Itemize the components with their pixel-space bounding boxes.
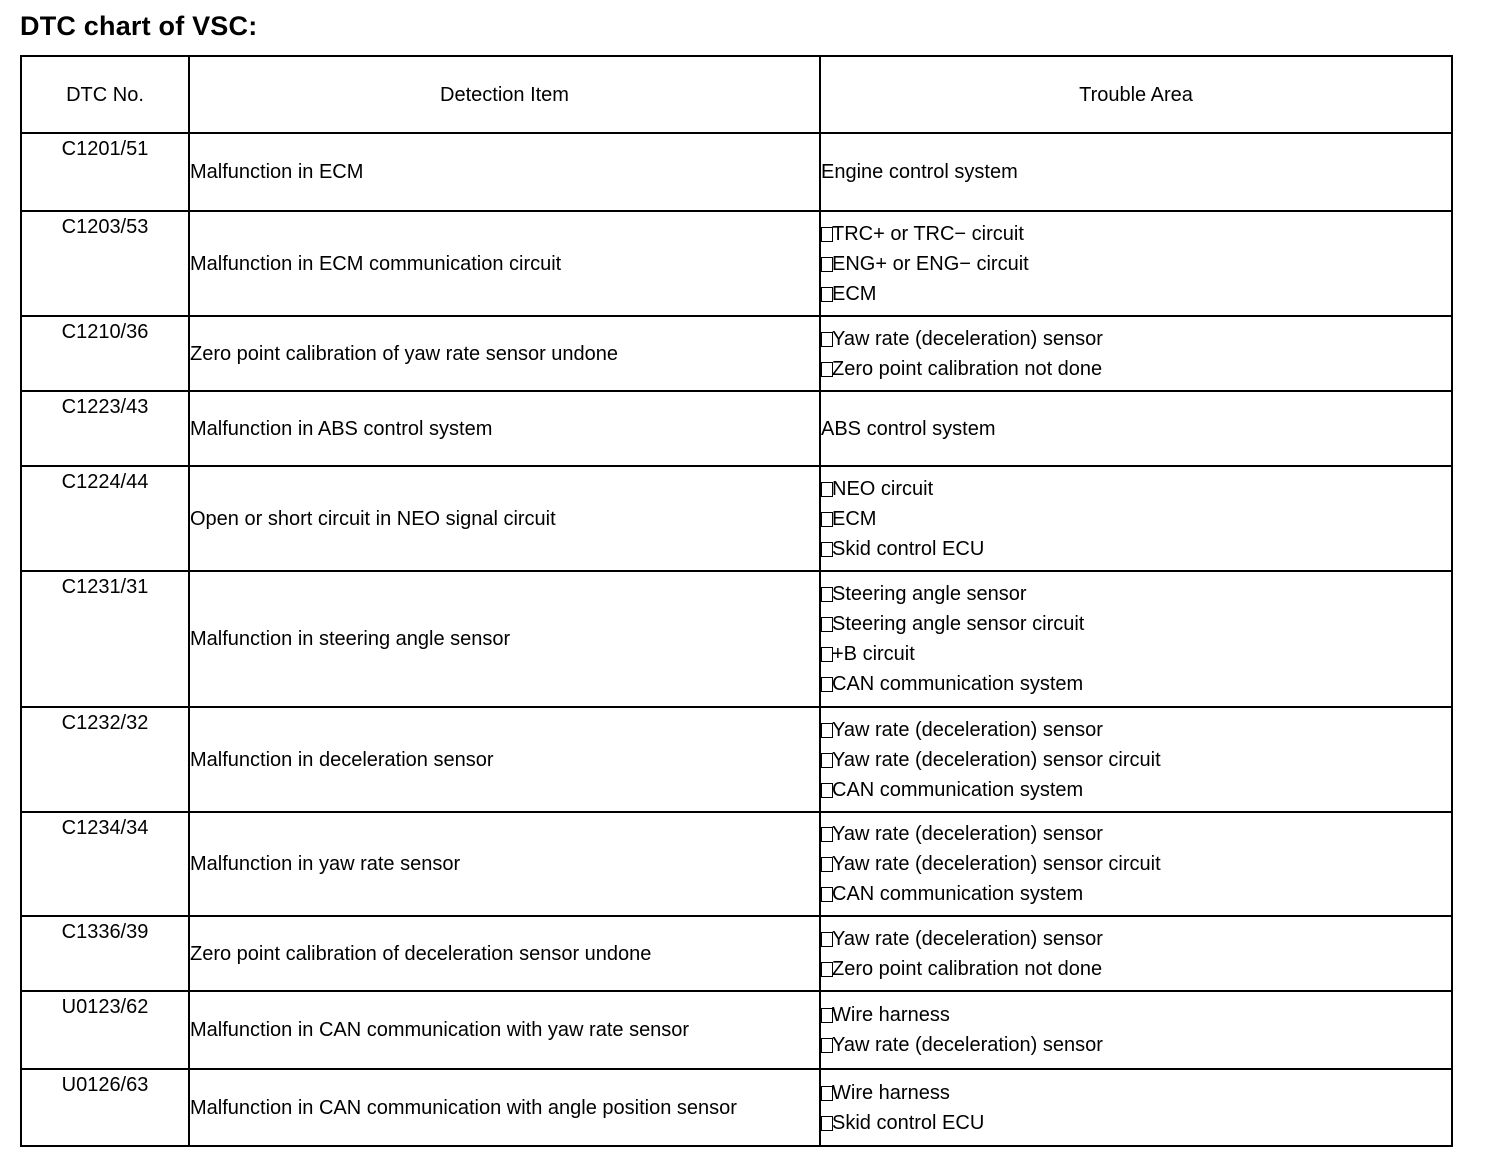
dtc-code-cell: U0126/63 — [21, 1069, 189, 1146]
trouble-area-text: Yaw rate (deceleration) sensor circuit — [832, 748, 1161, 771]
table-header-row — [21, 56, 1452, 133]
detection-item-cell: Malfunction in ECM — [189, 133, 820, 211]
trouble-area-line — [821, 775, 1451, 805]
trouble-area-text: Wire harness — [832, 1004, 950, 1026]
detection-item-cell: Malfunction in steering angle sensor — [189, 571, 820, 707]
trouble-area-line — [821, 354, 1451, 384]
trouble-area-text: Yaw rate (deceleration) sensor — [832, 823, 1103, 845]
dtc-code-cell: C1203/53 — [21, 211, 189, 316]
detection-item-cell: Malfunction in CAN communication with angle position sensor — [189, 1069, 820, 1146]
detection-item-cell: Malfunction in ABS control system — [189, 391, 820, 466]
trouble-area-line — [821, 639, 1451, 669]
trouble-area-line — [821, 579, 1451, 609]
trouble-area-line — [821, 1000, 1451, 1030]
header-dtc-no: DTC No. — [21, 56, 189, 133]
trouble-area-text: Yaw rate (deceleration) sensor — [832, 327, 1103, 350]
trouble-area-text: ECM — [832, 282, 877, 305]
trouble-area-text: Engine control system — [821, 161, 1018, 183]
trouble-area-cell — [820, 391, 1452, 466]
trouble-area-cell — [820, 211, 1452, 316]
detection-item-cell: Zero point calibration of deceleration sensor undone — [189, 916, 820, 991]
table-row — [21, 812, 1452, 916]
trouble-area-text: CAN communication system — [832, 673, 1084, 695]
trouble-area-text: NEO circuit — [832, 477, 934, 500]
table-row — [21, 211, 1452, 316]
trouble-area-line — [821, 414, 1451, 444]
trouble-area-cell — [820, 916, 1452, 991]
detection-item-cell: Open or short circuit in NEO signal circuit — [189, 466, 820, 571]
detection-item-cell: Malfunction in yaw rate sensor — [189, 812, 820, 916]
table-row — [21, 571, 1452, 707]
trouble-area-line — [821, 1108, 1451, 1138]
trouble-area-line — [821, 474, 1451, 504]
trouble-area-line — [821, 819, 1451, 849]
trouble-area-text: Yaw rate (deceleration) sensor circuit — [832, 853, 1161, 875]
page-title: DTC chart of VSC: — [20, 11, 258, 41]
trouble-area-line — [821, 279, 1451, 309]
trouble-area-line — [821, 849, 1451, 879]
trouble-area-text: +B circuit — [832, 643, 915, 665]
trouble-area-line — [821, 534, 1451, 564]
table-row — [21, 991, 1452, 1069]
trouble-area-line — [821, 669, 1451, 699]
detection-item-cell: Malfunction in deceleration sensor — [189, 707, 820, 812]
trouble-area-text: ENG+ or ENG− circuit — [832, 252, 1029, 275]
trouble-area-text: Zero point calibration not done — [832, 357, 1103, 380]
trouble-area-line — [821, 924, 1451, 954]
trouble-area-line — [821, 249, 1451, 279]
trouble-area-line — [821, 954, 1451, 984]
dtc-code-cell: C1210/36 — [21, 316, 189, 391]
trouble-area-line — [821, 324, 1451, 354]
dtc-code-cell: C1201/51 — [21, 133, 189, 211]
trouble-area-text: Zero point calibration not done — [832, 957, 1103, 980]
trouble-area-line — [821, 745, 1451, 775]
trouble-area-text: Yaw rate (deceleration) sensor — [832, 1034, 1103, 1056]
dtc-code-cell: C1224/44 — [21, 466, 189, 571]
trouble-area-line — [821, 219, 1451, 249]
table-row — [21, 316, 1452, 391]
trouble-area-text: Skid control ECU — [832, 1111, 985, 1134]
trouble-area-cell — [820, 316, 1452, 391]
trouble-area-text: Yaw rate (deceleration) sensor — [832, 927, 1103, 950]
header-trouble-area: Trouble Area — [820, 56, 1452, 133]
table-row — [21, 466, 1452, 571]
trouble-area-cell — [820, 991, 1452, 1069]
table-row — [21, 133, 1452, 211]
trouble-area-cell — [820, 707, 1452, 812]
trouble-area-text: TRC+ or TRC− circuit — [832, 222, 1024, 245]
trouble-area-text: Yaw rate (deceleration) sensor — [832, 718, 1103, 741]
table-row — [21, 391, 1452, 466]
trouble-area-cell — [820, 1069, 1452, 1146]
trouble-area-line — [821, 1030, 1451, 1060]
dtc-code-cell: U0123/62 — [21, 991, 189, 1069]
detection-item-cell: Zero point calibration of yaw rate sensor undone — [189, 316, 820, 391]
dtc-code-cell: C1234/34 — [21, 812, 189, 916]
trouble-area-text: Steering angle sensor — [832, 583, 1027, 605]
trouble-area-line — [821, 157, 1451, 187]
trouble-area-text: Steering angle sensor circuit — [832, 613, 1085, 635]
table-row — [21, 1069, 1452, 1146]
dtc-table — [20, 55, 1453, 1147]
header-detection-item: Detection Item — [189, 56, 820, 133]
dtc-code-cell: C1232/32 — [21, 707, 189, 812]
detection-item-cell: Malfunction in ECM communication circuit — [189, 211, 820, 316]
trouble-area-cell — [820, 571, 1452, 707]
trouble-area-text: CAN communication system — [832, 778, 1084, 801]
trouble-area-line — [821, 609, 1451, 639]
trouble-area-line — [821, 715, 1451, 745]
dtc-code-cell: C1336/39 — [21, 916, 189, 991]
trouble-area-line — [821, 504, 1451, 534]
dtc-code-cell: C1223/43 — [21, 391, 189, 466]
trouble-area-text: ECM — [832, 507, 877, 530]
trouble-area-line — [821, 879, 1451, 909]
trouble-area-line — [821, 1078, 1451, 1108]
trouble-area-cell — [820, 133, 1452, 211]
trouble-area-text: ABS control system — [821, 417, 996, 440]
trouble-area-text: Wire harness — [832, 1081, 950, 1104]
trouble-area-cell — [820, 466, 1452, 571]
trouble-area-text: CAN communication system — [832, 883, 1084, 905]
table-row — [21, 707, 1452, 812]
table-body — [21, 133, 1452, 1146]
detection-item-cell: Malfunction in CAN communication with yaw rate sensor — [189, 991, 820, 1069]
dtc-code-cell: C1231/31 — [21, 571, 189, 707]
trouble-area-cell — [820, 812, 1452, 916]
trouble-area-text: Skid control ECU — [832, 537, 985, 560]
table-row — [21, 916, 1452, 991]
